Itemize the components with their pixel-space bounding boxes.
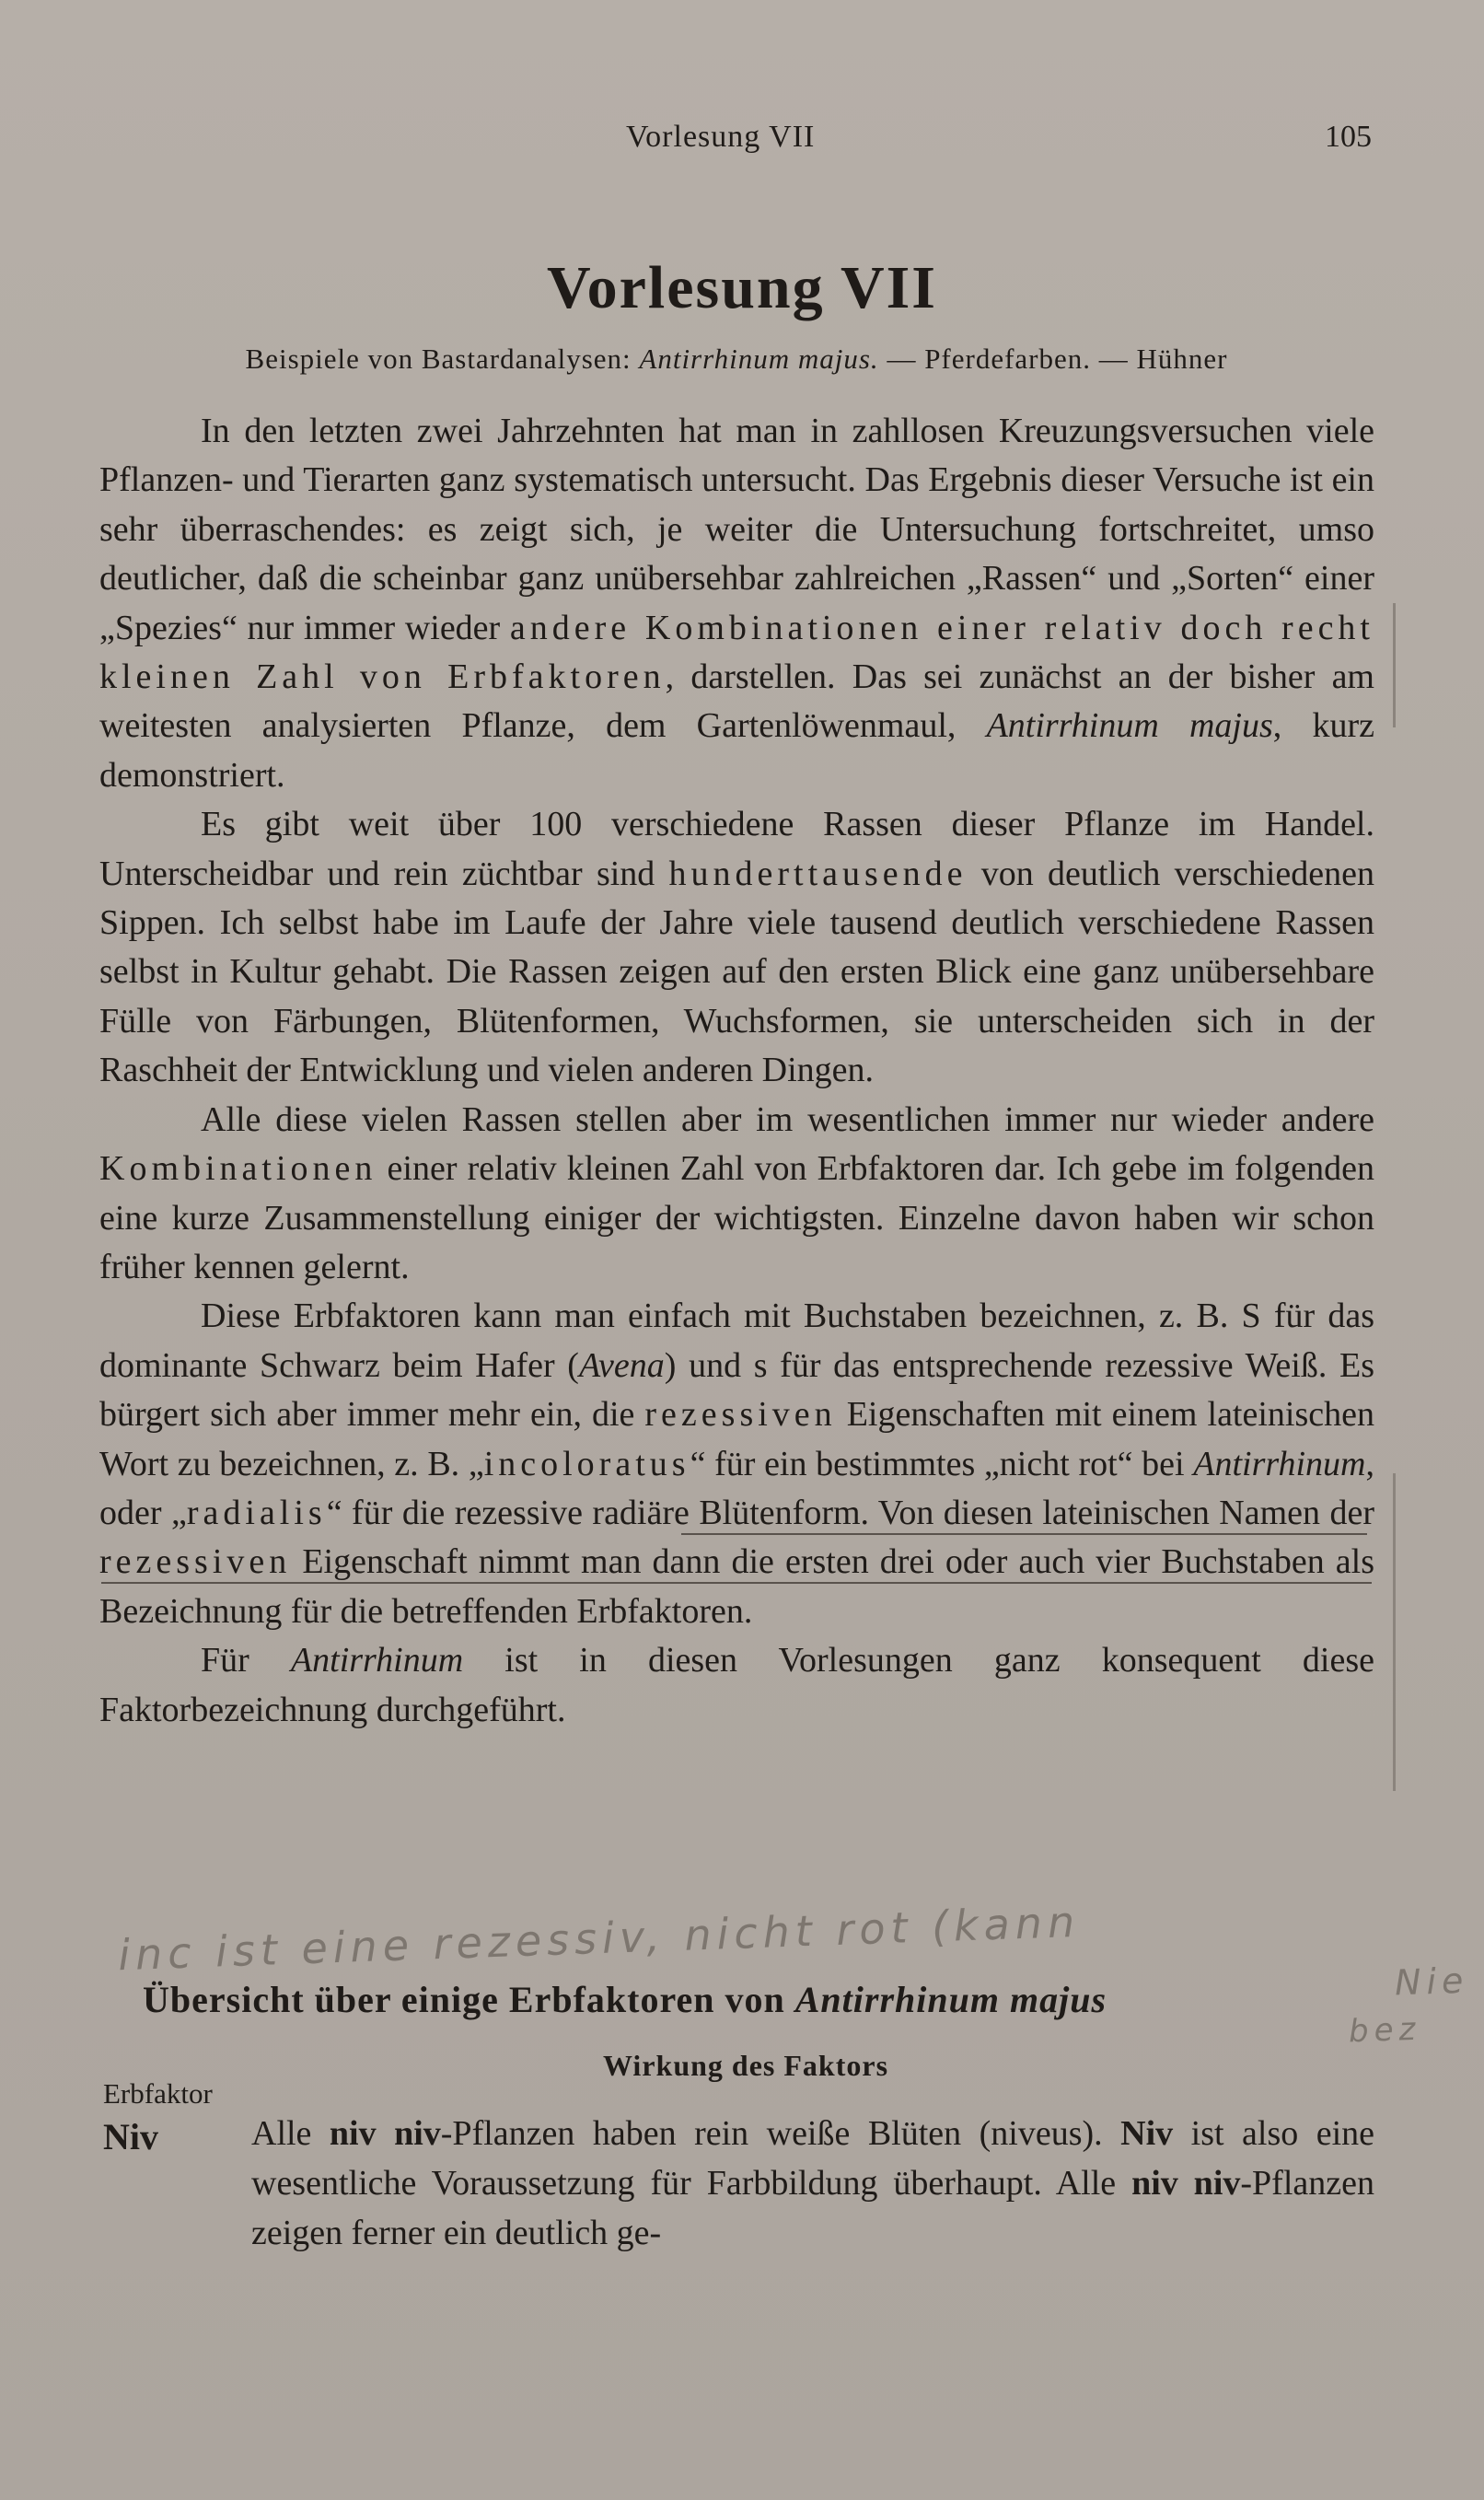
- subtitle-text: Beispiele von Bastardanalysen:: [245, 343, 640, 375]
- body-text: [99, 407, 1374, 1735]
- paragraph-1-species: Antirrhinum majus: [986, 706, 1273, 746]
- pencil-underline-1: [681, 1533, 1367, 1535]
- factor-desc-genotype-2: niv niv: [1131, 2164, 1241, 2203]
- paragraph-4-text-e: , oder „: [99, 1444, 1374, 1532]
- column-header-effect: Wirkung des Faktors: [603, 2049, 889, 2082]
- paragraph-4-text-f: “ für die rezessive radiäre Blütenform. Von diesen lateinischen Namen der: [326, 1493, 1375, 1532]
- paragraph-4-emphasis-4: rezessiven: [99, 1542, 292, 1582]
- factor-desc-text-d: ist also eine wesentliche Voraussetzung für Farbbildung überhaupt. Alle: [251, 2114, 1374, 2203]
- paragraph-2-emphasis: hunderttausende: [668, 854, 968, 893]
- paragraph-1: [99, 407, 1374, 800]
- section-title-species: Antirrhinum majus: [794, 1979, 1107, 2020]
- margin-bracket-2: [1385, 1473, 1396, 1791]
- pencil-underline-2: [101, 1582, 1372, 1584]
- paragraph-5: [99, 1636, 1374, 1735]
- paragraph-4-text-g: Eigenschaft nimmt man dann die ersten drei oder auch vier Buchstaben als Bezeichnung für die betreffenden Erbfaktoren.: [99, 1542, 1374, 1631]
- subtitle-topics: — Pferdefarben. — Hühner: [878, 343, 1228, 375]
- paragraph-5-species: Antirrhinum: [290, 1641, 464, 1680]
- factor-desc-text-a: Alle: [251, 2114, 330, 2153]
- paragraph-4-text-b: ) und s für das entsprechende rezessive Weiß. Es bürgert sich aber immer mehr ein, die: [99, 1345, 1374, 1435]
- paragraph-1-text-b: , darstellen. Das sei zunächst an der bisher am weitesten analysierten Pflanze, dem Gartenlöwenmaul,: [99, 657, 1374, 746]
- subtitle-species: Antirrhinum majus.: [639, 343, 879, 375]
- factor-description: [251, 2109, 1374, 2258]
- paragraph-5-text-b: ist in diesen Vorlesungen ganz konsequent diese Faktorbezeichnung durchgeführt.: [99, 1641, 1374, 1729]
- paragraph-4-text-c: Eigenschaften mit einem lateinischen Wort zu bezeichnen, z. B. „: [99, 1395, 1374, 1483]
- running-title: Vorlesung VII: [626, 120, 816, 154]
- factor-desc-text-e: -Pflanzen zeigen ferner ein deutlich ge-: [251, 2164, 1374, 2252]
- factor-desc-text-c: -Pflanzen haben rein weiße Blüten (niveus).: [440, 2114, 1121, 2153]
- paragraph-3: [99, 1096, 1374, 1293]
- paragraph-4: [99, 1292, 1374, 1636]
- paragraph-4-emphasis-1: rezessiven: [644, 1395, 837, 1435]
- handwritten-note-2: Nie: [1394, 1959, 1470, 2004]
- paragraph-2-text-a: Es gibt weit über 100 verschiedene Rassen dieser Pflanze im Handel. Unterscheidbar und rein züchtbar sind: [99, 805, 1374, 893]
- page-number: 105: [1325, 120, 1372, 154]
- factor-desc-factor: Niv: [1120, 2114, 1174, 2153]
- paragraph-2-text-b: von deutlich verschiedenen Sippen. Ich selbst habe im Laufe der Jahre viele tausend deutlich verschiedene Rassen selbst in Kultur gehabt. Die Rassen zeigen auf den ersten Blick eine ganz unübersehbare Fülle von Färbungen, Blütenformen, Wuchsformen, sie unterscheiden sich in der Raschheit der Entwicklung und vielen anderen Dingen.: [99, 854, 1374, 1090]
- paragraph-4-text-d: “ für ein bestimmtes „nicht rot“ bei: [690, 1444, 1194, 1483]
- section-title: [143, 1978, 1107, 2021]
- factor-symbol: Niv: [103, 2116, 158, 2157]
- paragraph-3-text-a: Alle diese vielen Rassen stellen aber im wesentlichen immer nur wieder andere: [201, 1099, 1374, 1139]
- chapter-title: Vorlesung VII: [547, 254, 937, 321]
- margin-bracket-1: [1385, 603, 1396, 727]
- handwritten-note-1: inc ist eine rezessiv, nicht rot (kann: [117, 1896, 1081, 1981]
- paragraph-2: [99, 800, 1374, 1095]
- paragraph-1-emphasis: andere Kombinationen einer relativ doch recht kleinen Zahl von Erbfaktoren: [99, 608, 1374, 697]
- paragraph-3-emphasis: Kombinationen: [99, 1149, 377, 1189]
- paragraph-4-species-avena: Avena: [578, 1345, 665, 1385]
- handwritten-note-3: bez: [1348, 2010, 1422, 2051]
- column-header-factor: Erbfaktor: [103, 2077, 213, 2110]
- factor-desc-genotype-1: niv niv: [329, 2114, 441, 2153]
- paragraph-1-text-a: In den letzten zwei Jahrzehnten hat man in zahllosen Kreuzungsversuchen viele Pflanzen- und Tierarten ganz systematisch untersucht. Das Ergebnis dieser Versuche ist ein sehr überraschendes: es zeigt sich, je weiter die Untersuchung fortschreitet, umso deutlicher, daß die scheinbar ganz unübersehbar zahlreichen „Rassen“ und „Sorten“ einer „Spezies“ nur immer wieder: [99, 412, 1374, 647]
- paragraph-3-text-b: einer relativ kleinen Zahl von Erbfaktoren dar. Ich gebe im folgenden eine kurze Zusammenstellung einiger der wichtigsten. Einzelne davon haben wir schon früher kennen gelernt.: [99, 1149, 1374, 1286]
- paragraph-4-emphasis-3: radialis: [186, 1493, 327, 1532]
- running-header: [101, 120, 1372, 166]
- paragraph-4-species-antirrhinum: Antirrhinum: [1193, 1444, 1366, 1483]
- paragraph-4-text-a: Diese Erbfaktoren kann man einfach mit Buchstaben bezeichnen, z. B. S für das dominante Schwarz beim Hafer (: [99, 1297, 1374, 1385]
- paragraph-4-emphasis-2: incoloratus: [483, 1444, 690, 1483]
- paragraph-1-text-c: , kurz demonstriert.: [99, 706, 1374, 795]
- chapter-subtitle: [101, 343, 1372, 376]
- section-title-text: Übersicht über einige Erbfaktoren von: [143, 1979, 795, 2020]
- paragraph-5-text-a: Für: [201, 1641, 291, 1680]
